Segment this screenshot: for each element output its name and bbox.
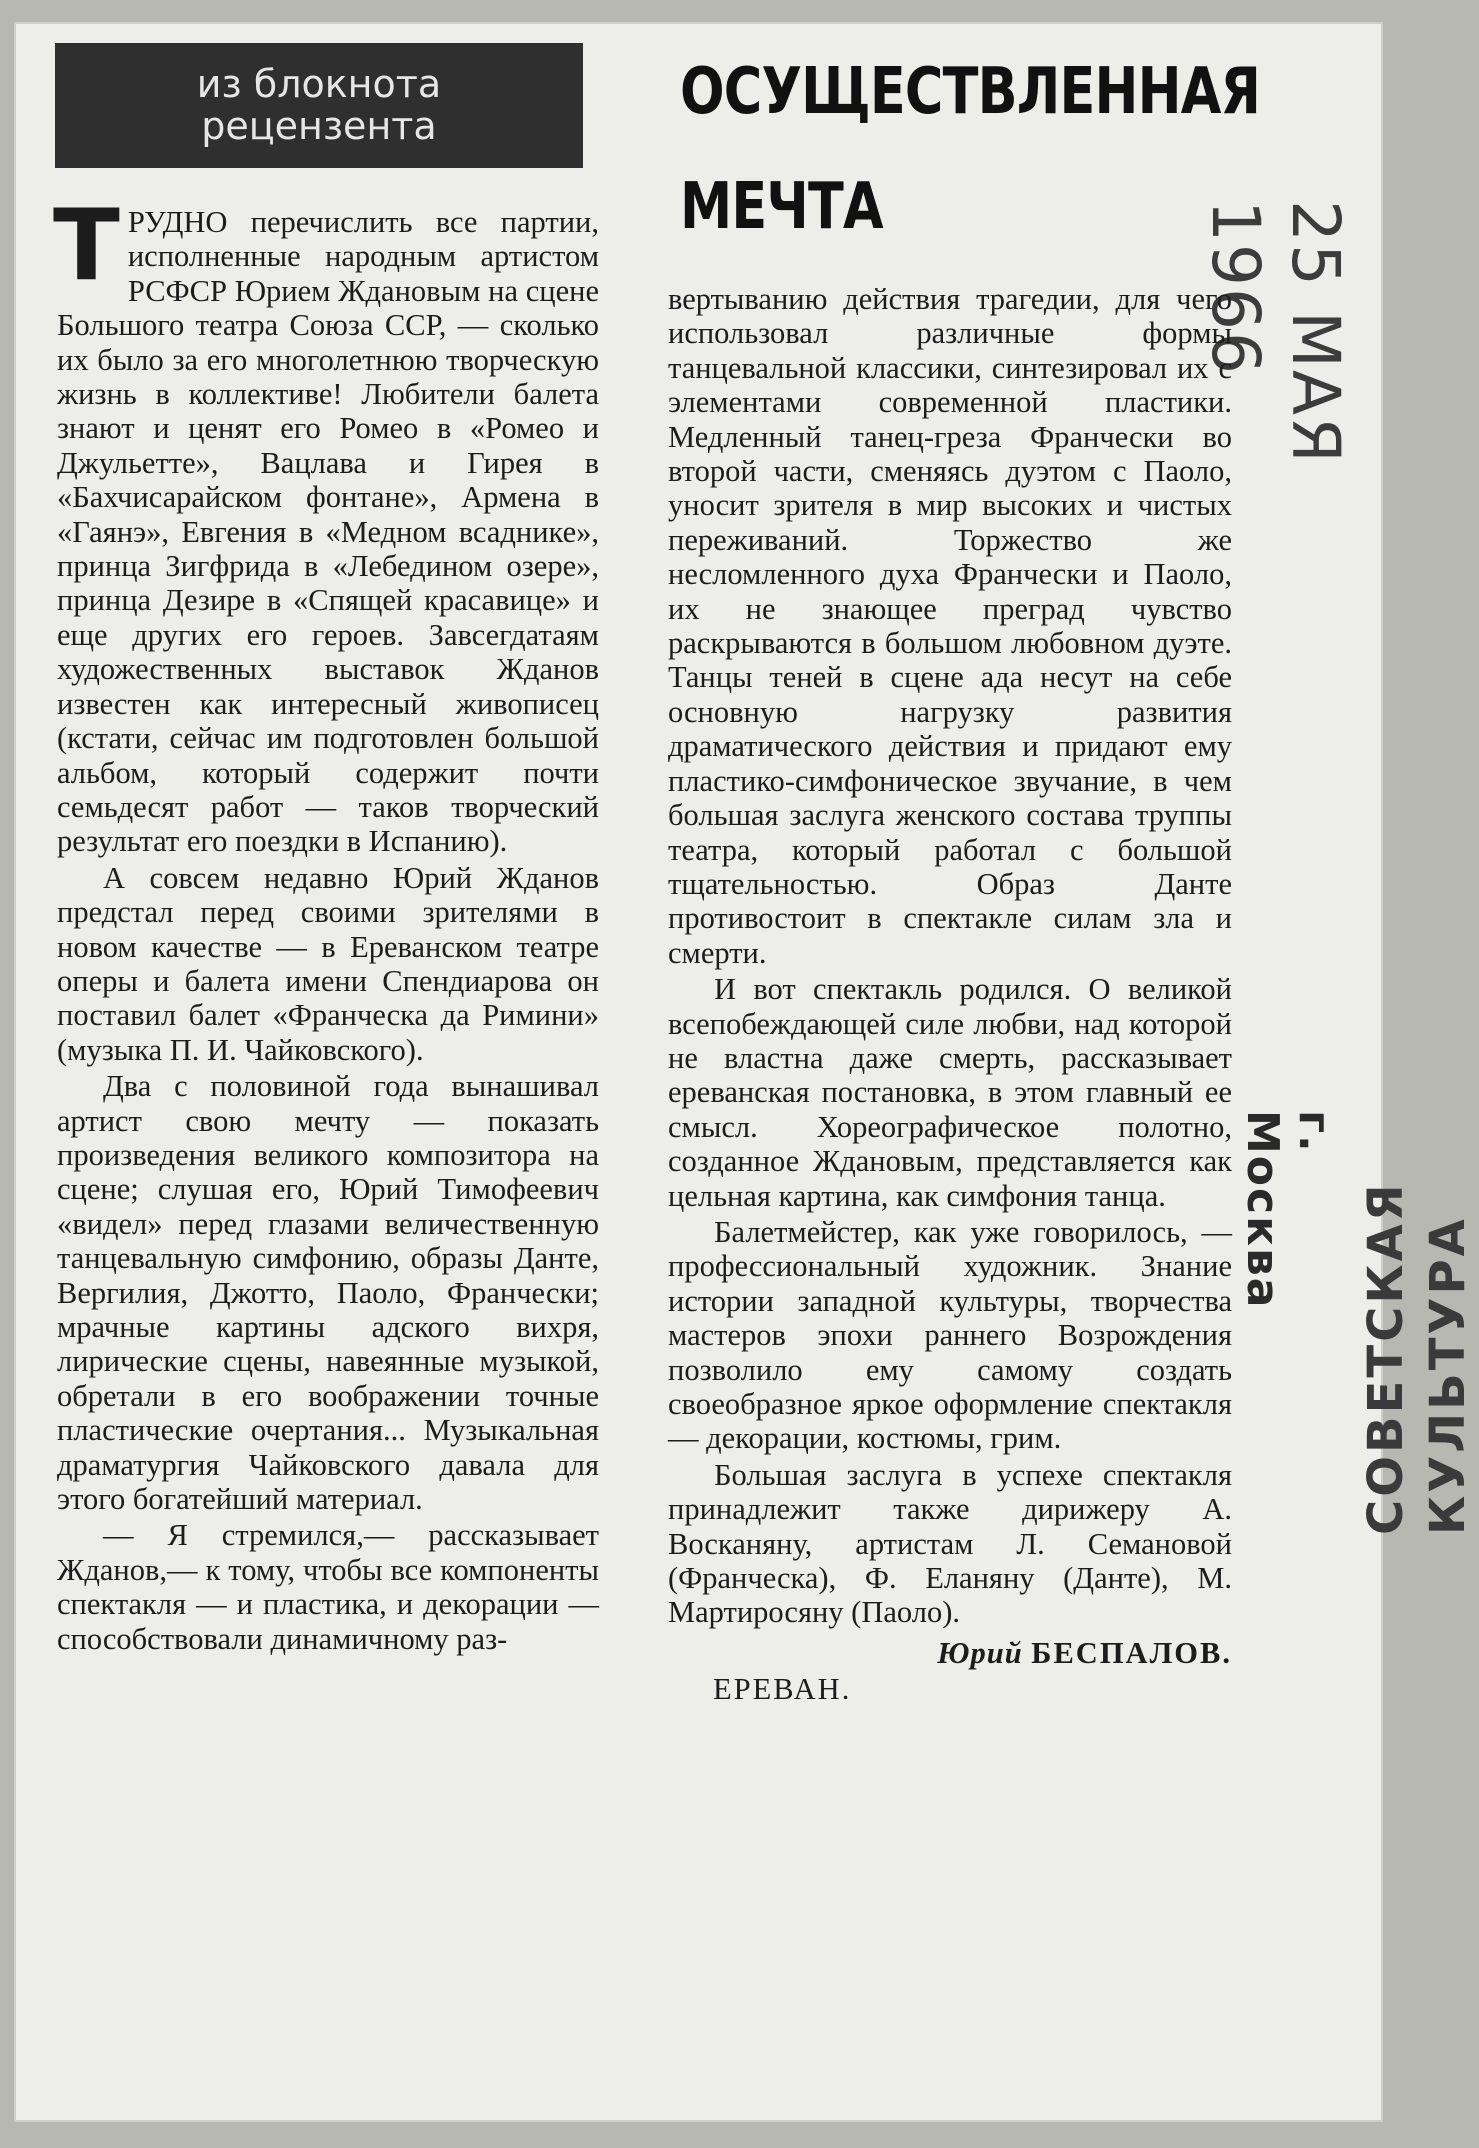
city-stamp: г. Москва bbox=[1237, 1110, 1340, 1310]
rubric-banner bbox=[55, 43, 583, 168]
rubric-line-1: из блокнота bbox=[196, 62, 442, 106]
paragraph-text: РУДНО перечислить все партии, исполненные народным артистом РСФСР Юрием Ждановым на сцене Большого театра Союза ССР, — сколько их было за его многолетнюю творческую жизнь в коллективе! Любители балета знают и ценят его Ромео в «Ромео и Джульетте», Вацлава и Гирея в «Бахчисарайском фонтане», Армена в «Гаянэ», Евгения в «Медном всаднике», принца Зигфрида в «Лебедином озере», принца Дезире в «Спящей красавице» и еще других его героев. Завсегдатаям художественных выставок Жданов известен как интересный живописец (кстати, сейчас им подготовлен большой альбом, который содержит почти семьдесят работ — таков творческий результат его поездки в Испанию). bbox=[57, 205, 599, 859]
paragraph: вертыванию действия трагедии, для чего использовал различные формы танцевальной классики, синтезировал их с элементами современной пластики. Медленный танец-греза Франчески во второй части, сменяясь дуэтом с Паоло, уносит зрителя в мир высоких и чистых переживаний. Торжество же несломленного духа Франчески и Паоло, их не знающее преград чувство раскрываются в большом любовном дуэте. Танцы теней в сцене ада несут на себе основную нагрузку развития драматического действия и придают ему пластико-симфоническое звучание, в чем большая заслуга женского состава труппы театра, который работал с большой тщательностью. Образ Данте противостоит в спектакле силам зла и смерти. bbox=[668, 282, 1232, 970]
author-first-name: Юрий bbox=[937, 1635, 1023, 1670]
paragraph: Два с половиной года вынашивал артист свою мечту — показать произведения великого композитора на сцене; слушая его, Юрий Тимофеевич «видел» перед глазами величественную танцевальную симфонию, образы Данте, Вергилия, Джотто, Паоло, Франчески; мрачные картины адского вихря, лирические сцены, навеянные музыкой, обретали в его воображении точные пластические очертания... Музыкальная драматургия Чайковского давала для этого богатейший материал. bbox=[57, 1069, 599, 1517]
article-column-1 bbox=[53, 189, 599, 1656]
paragraph: А совсем недавно Юрий Жданов предстал перед своими зрителями в новом качестве — в Ереванском театре оперы и балета имени Спендиарова он поставил балет «Франческа да Римини» (музыка П. И. Чайковского). bbox=[57, 860, 599, 1067]
dateline-city: ЕРЕВАН. bbox=[713, 1672, 852, 1707]
author-last-name: БЕСПАЛОВ. bbox=[1031, 1635, 1232, 1670]
rubric-line-2: рецензента bbox=[201, 104, 437, 148]
drop-cap: Т bbox=[53, 189, 120, 303]
headline-line-2: МЕЧТА bbox=[680, 170, 883, 244]
author-signature bbox=[668, 1636, 1232, 1670]
headline-line-1: ОСУЩЕСТВЛЕННАЯ bbox=[680, 55, 1261, 129]
paragraph bbox=[53, 189, 599, 859]
paragraph: Балетмейстер, как уже говорилось, — профессиональный художник. Знание истории западной культуры, творчества мастеров эпохи раннего Возрождения позволило ему самому создать своеобразное яркое оформление спектакля — декорации, костюмы, грим. bbox=[668, 1214, 1232, 1456]
date-stamp: 25 МАЯ 1966 bbox=[1197, 200, 1354, 465]
paragraph: — Я стремился,— рассказывает Жданов,— к тому, чтобы все компоненты спектакля — и пластика, и декорации — способствовали динамичному раз- bbox=[57, 1518, 599, 1656]
paragraph: И вот спектакль родился. О великой всепобеждающей силе любви, над которой не властна даже смерть, рассказывает ереванская постановка, в этом главный ее смысл. Хореографическое полотно, созданное Ждановым, представляется как цельная картина, как симфония танца. bbox=[668, 972, 1232, 1213]
article-column-2 bbox=[668, 280, 1232, 1707]
article-headline bbox=[680, 35, 1261, 275]
source-stamp: СОВЕТСКАЯ КУЛЬТУРА bbox=[1358, 1181, 1476, 1535]
paragraph: Большая заслуга в успехе спектакля принадлежит также дирижеру А. Восканяну, артистам Л. Семановой (Франческа), Ф. Еланяну (Данте), М. Мартиросяну (Паоло). bbox=[668, 1457, 1232, 1630]
